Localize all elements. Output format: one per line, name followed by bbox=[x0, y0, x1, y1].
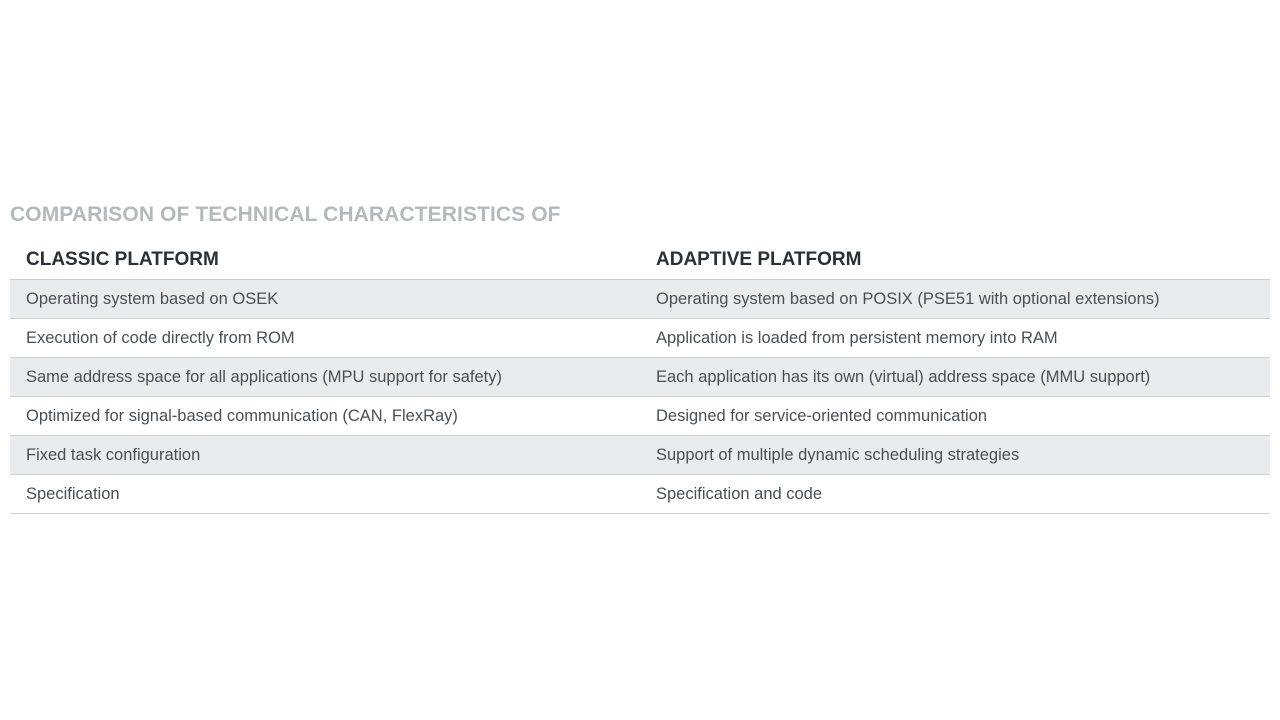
table-cell-adaptive: Designed for service-oriented communication bbox=[656, 406, 988, 425]
table-cell-classic: Specification bbox=[26, 484, 120, 503]
column-header-classic: CLASSIC PLATFORM bbox=[26, 248, 219, 270]
table-cell-classic: Same address space for all applications (MPU support for safety) bbox=[26, 367, 502, 386]
column-header-adaptive: ADAPTIVE PLATFORM bbox=[656, 248, 862, 270]
comparison-table bbox=[10, 240, 1270, 514]
table-cell-adaptive: Specification and code bbox=[656, 484, 823, 503]
table-row bbox=[10, 358, 1270, 397]
table-cell-classic: Operating system based on OSEK bbox=[26, 289, 279, 308]
table-cell-adaptive: Operating system based on POSIX (PSE51 with optional extensions) bbox=[656, 289, 1160, 308]
table-cell-adaptive: Support of multiple dynamic scheduling strategies bbox=[656, 445, 1020, 464]
table-row bbox=[10, 280, 1270, 319]
table-row bbox=[10, 397, 1270, 436]
table-cell-classic: Execution of code directly from ROM bbox=[26, 328, 295, 347]
comparison-heading: COMPARISON OF TECHNICAL CHARACTERISTICS OF bbox=[10, 203, 561, 226]
table-cell-adaptive: Application is loaded from persistent memory into RAM bbox=[656, 328, 1058, 347]
table-row bbox=[10, 475, 1270, 514]
table-cell-classic: Fixed task configuration bbox=[26, 445, 201, 464]
table-header-row bbox=[10, 240, 1270, 280]
table-cell-classic: Optimized for signal-based communication (CAN, FlexRay) bbox=[26, 406, 458, 425]
table-row bbox=[10, 436, 1270, 475]
table-cell-adaptive: Each application has its own (virtual) address space (MMU support) bbox=[656, 367, 1151, 386]
table-row bbox=[10, 319, 1270, 358]
